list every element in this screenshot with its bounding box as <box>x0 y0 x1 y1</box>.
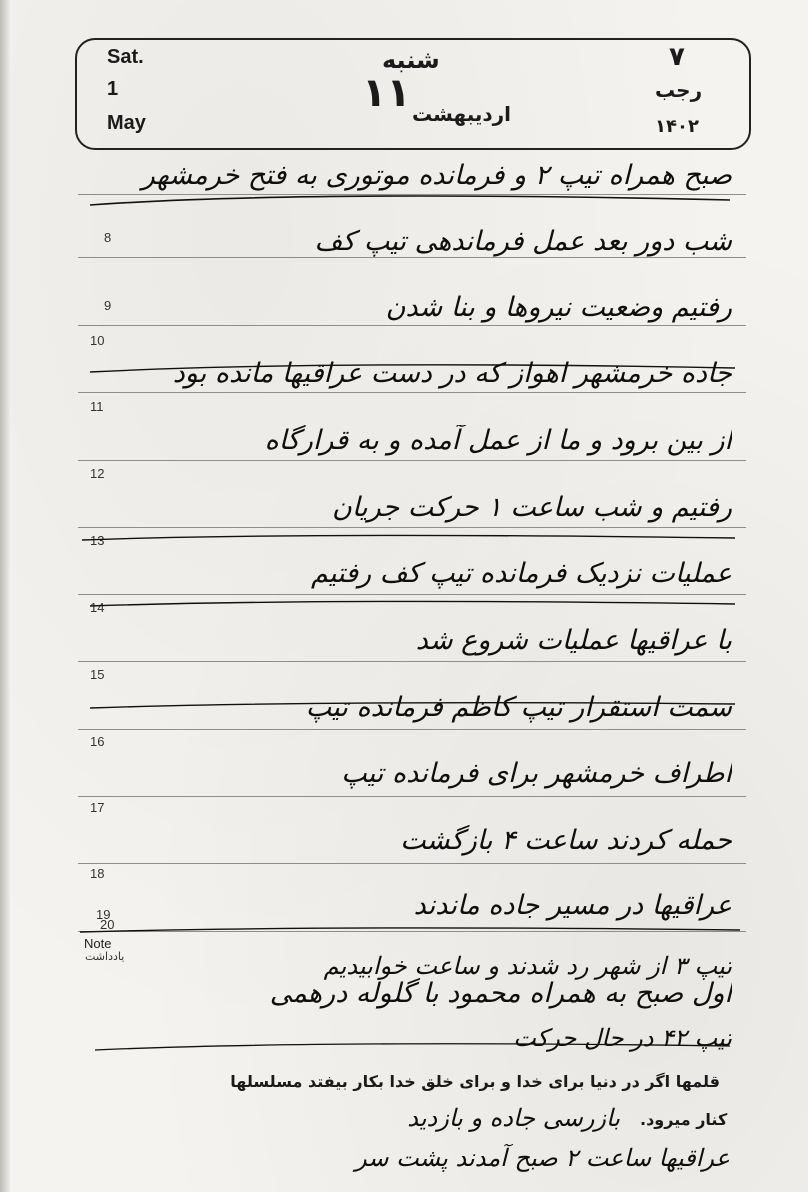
handwritten-line: حمله کردند ساعت ۴ بازگشت <box>400 825 732 856</box>
bottom-handwritten-line: بازرسی جاده و بازدید <box>407 1104 620 1132</box>
handwritten-line: عراقیها در مسیر جاده ماندند <box>413 890 732 921</box>
hijri-month: رجب <box>655 78 703 102</box>
handwritten-line: تیپ ۳ از شهر رد شدند و ساعت خوابیدیم <box>323 952 732 980</box>
line-number: 13 <box>90 533 105 548</box>
handwritten-line: صبح همراه تیپ ۲ و فرمانده موتوری به فتح خرمشهر <box>141 160 732 191</box>
strike-stroke <box>90 601 735 606</box>
handwritten-line: رفتیم وضعیت نیروها و بنا شدن <box>385 292 732 323</box>
strike-stroke <box>95 1044 730 1050</box>
strike-stroke <box>90 365 735 372</box>
strike-stroke <box>80 928 740 932</box>
day-persian: شنبه <box>382 46 440 74</box>
strike-stroke <box>90 196 730 205</box>
line-number: 18 <box>90 866 105 881</box>
hijri-day: ۷ <box>669 42 685 72</box>
line-number: 17 <box>90 800 105 815</box>
note-label: Note <box>84 936 112 951</box>
bottom-handwritten-line: عراقیها ساعت ۲ صبح آمدند پشت سر <box>355 1144 730 1172</box>
date-english: 1 <box>107 78 119 100</box>
handwritten-line: سمت استقرار تیپ کاظم فرمانده تیپ <box>305 692 732 723</box>
strike-stroke <box>90 703 735 708</box>
handwritten-line: اطراف خرمشهر برای فرمانده تیپ <box>341 758 732 789</box>
note-handwritten-line: اول صبح به همراه محمود با گلوله درهمی <box>269 978 732 1009</box>
line-number: 12 <box>90 466 105 481</box>
line-number: 19 <box>96 907 111 922</box>
date-persian: ۱۱ <box>362 70 411 116</box>
line-number: 10 <box>90 333 105 348</box>
month-persian: اردیبهشت <box>412 102 512 126</box>
handwritten-line: از بین برود و ما از عمل آمده و به قرارگاه <box>264 425 732 456</box>
handwritten-line: شب دور بعد عمل فرماندهی تیپ کف <box>314 226 732 257</box>
line-number: 16 <box>90 734 105 749</box>
month-english: May <box>107 112 146 134</box>
strike-stroke <box>82 535 735 540</box>
day-english: Sat. <box>107 46 144 68</box>
note-label-persian: یادداشت <box>85 950 125 963</box>
handwritten-line: با عراقیها عملیات شروع شد <box>415 625 732 656</box>
note-handwritten-line: تیپ ۴۲ در حال حرکت <box>513 1024 732 1052</box>
handwritten-line: جاده خرمشهر اهواز که در دست عراقیها مانده بود <box>172 358 732 389</box>
line-number: 11 <box>90 399 104 414</box>
handwritten-line: عملیات نزدیک فرمانده تیپ کف رفتیم <box>311 558 732 589</box>
line-number: 20 <box>100 917 115 932</box>
hijri-year: ۱۴۰۲ <box>655 116 699 137</box>
printed-quote-end: کنار میرود. <box>640 1110 728 1129</box>
line-number: 9 <box>104 298 112 313</box>
handwritten-line: رفتیم و شب ساعت ۱ حرکت جریان <box>332 492 732 523</box>
printed-quote: قلمها اگر در دنیا برای خدا و برای خلق خدا بکار بیفتد مسلسلها <box>230 1072 720 1091</box>
line-number: 8 <box>104 230 112 245</box>
line-number: 14 <box>90 600 105 615</box>
line-number: 15 <box>90 667 105 682</box>
